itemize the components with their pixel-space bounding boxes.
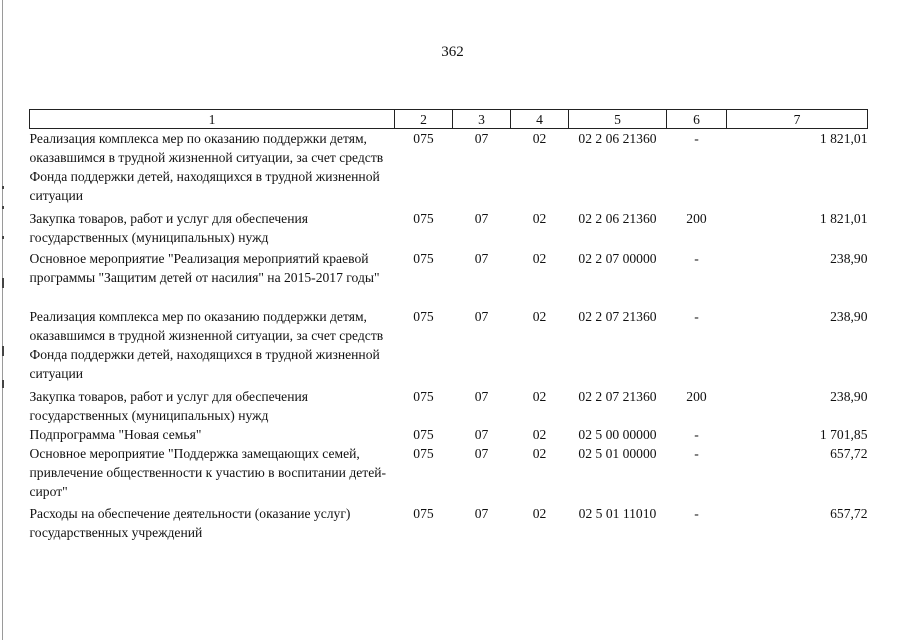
row-amount: 657,72 — [830, 505, 868, 521]
header-col-5: 5 — [569, 110, 667, 129]
margin-mark — [2, 346, 4, 356]
row-expense-type: - — [694, 131, 699, 146]
row-ministry-code: 075 — [413, 445, 434, 461]
row-target-code: 02 2 06 21360 — [578, 210, 657, 226]
row-ministry-code: 075 — [413, 426, 434, 442]
row-name: Основное мероприятие "Поддержка замещающих семей, привлечение общественности к участию в воспитании детей-сирот" — [29, 445, 387, 499]
row-amount: 657,72 — [830, 445, 868, 461]
header-col-4: 4 — [511, 110, 569, 129]
row-target-code: 02 2 07 21360 — [578, 308, 657, 324]
table-header-row — [30, 110, 868, 129]
page-number: 362 — [441, 44, 464, 60]
row-subsection-code: 02 — [532, 131, 547, 146]
row-expense-type: 200 — [686, 388, 707, 404]
row-amount: 1 821,01 — [819, 131, 868, 146]
row-section-code: 07 — [474, 388, 489, 404]
row-expense-type: - — [694, 505, 699, 521]
row-ministry-code: 075 — [413, 131, 434, 146]
row-ministry-code: 075 — [413, 388, 434, 404]
row-section-code: 07 — [474, 131, 489, 146]
header-col-7: 7 — [727, 110, 868, 129]
row-name: Реализация комплекса мер по оказанию поддержки детям, оказавшимся в трудной жизненной ситуации, за счет средств Фонда поддержки детей, находящихся в трудной жизненной ситуации — [29, 308, 384, 381]
table-row — [30, 444, 868, 504]
table-row — [30, 307, 868, 387]
row-target-code: 02 2 07 21360 — [578, 388, 657, 404]
row-name: Закупка товаров, работ и услуг для обеспечения государственных (муниципальных) нужд — [29, 210, 308, 245]
row-ministry-code: 075 — [413, 308, 434, 324]
header-col-2: 2 — [395, 110, 453, 129]
row-ministry-code: 075 — [413, 210, 434, 226]
table-row — [30, 129, 868, 209]
budget-table — [29, 109, 868, 544]
row-section-code: 07 — [474, 505, 489, 521]
row-target-code: 02 2 07 00000 — [578, 250, 657, 266]
row-expense-type: - — [694, 426, 699, 442]
row-amount: 238,90 — [830, 308, 868, 324]
row-subsection-code: 02 — [532, 388, 547, 404]
row-target-code: 02 5 01 11010 — [578, 505, 657, 521]
table-row — [30, 387, 868, 425]
row-amount: 1 821,01 — [819, 210, 868, 226]
row-subsection-code: 02 — [532, 250, 547, 266]
row-name: Закупка товаров, работ и услуг для обеспечения государственных (муниципальных) нужд — [29, 388, 308, 423]
row-section-code: 07 — [474, 308, 489, 324]
table-row — [30, 504, 868, 544]
header-col-1: 1 — [30, 110, 395, 129]
table-row — [30, 425, 868, 444]
row-ministry-code: 075 — [413, 250, 434, 266]
row-section-code: 07 — [474, 210, 489, 226]
row-section-code: 07 — [474, 426, 489, 442]
row-expense-type: - — [694, 445, 699, 461]
row-expense-type: - — [694, 308, 699, 324]
margin-mark — [2, 278, 4, 288]
row-amount: 1 701,85 — [819, 426, 868, 442]
row-ministry-code: 075 — [413, 505, 434, 521]
row-subsection-code: 02 — [532, 426, 547, 442]
row-subsection-code: 02 — [532, 210, 547, 226]
table-row — [30, 249, 868, 307]
row-expense-type: 200 — [686, 210, 707, 226]
row-section-code: 07 — [474, 250, 489, 266]
row-target-code: 02 5 00 00000 — [578, 426, 657, 442]
margin-mark — [2, 236, 4, 239]
row-subsection-code: 02 — [532, 505, 547, 521]
margin-mark — [2, 380, 4, 388]
row-name: Реализация комплекса мер по оказанию поддержки детям, оказавшимся в трудной жизненной ситуации, за счет средств Фонда поддержки детей, находящихся в трудной жизненной ситуации — [29, 131, 384, 203]
header-col-6: 6 — [667, 110, 727, 129]
margin-mark — [2, 206, 4, 209]
margin-mark — [2, 186, 4, 189]
row-subsection-code: 02 — [532, 445, 547, 461]
row-expense-type: - — [694, 250, 699, 266]
row-name: Расходы на обеспечение деятельности (оказание услуг) государственных учреждений — [29, 505, 351, 540]
table-row — [30, 209, 868, 249]
row-name: Подпрограмма "Новая семья" — [29, 426, 202, 442]
header-col-3: 3 — [453, 110, 511, 129]
row-section-code: 07 — [474, 445, 489, 461]
row-subsection-code: 02 — [532, 308, 547, 324]
row-amount: 238,90 — [830, 250, 868, 266]
row-target-code: 02 2 06 21360 — [578, 131, 657, 146]
row-name: Основное мероприятие "Реализация мероприятий краевой программы "Защитим детей от насилия" на 2015-2017 годы" — [29, 250, 380, 285]
row-target-code: 02 5 01 00000 — [578, 445, 657, 461]
left-margin-rule — [2, 0, 3, 640]
row-amount: 238,90 — [830, 388, 868, 404]
